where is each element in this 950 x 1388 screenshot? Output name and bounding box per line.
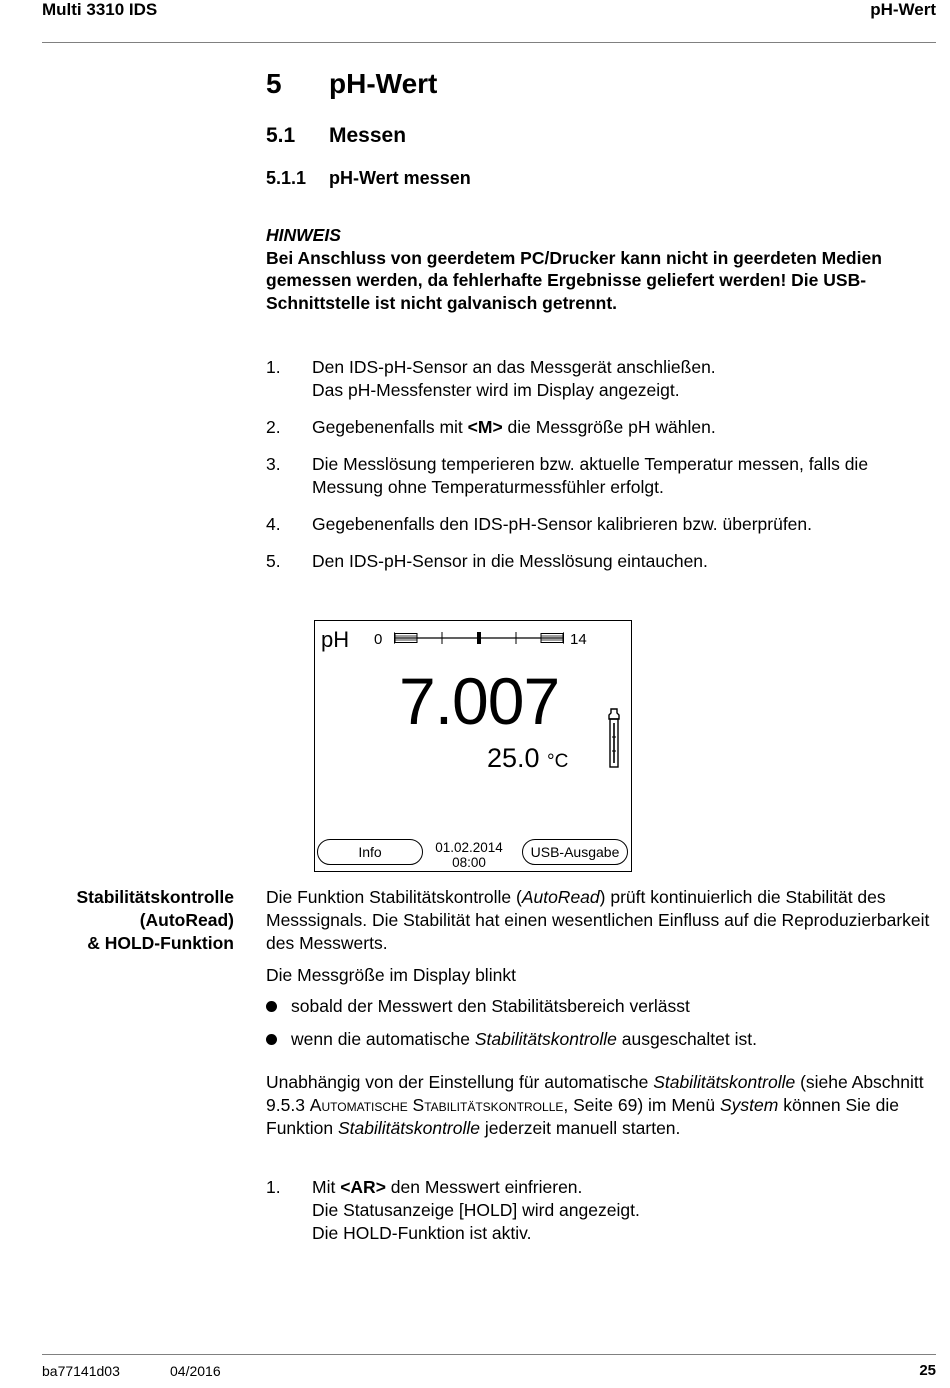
step-text: Gegebenenfalls den IDS-pH-Sensor kalibrieren bzw. überprüfen. (312, 514, 813, 534)
bullet-dot-icon (266, 1034, 277, 1045)
page-number: 25 (919, 1362, 936, 1379)
section-number: 5.1 (266, 124, 296, 147)
manual-start-paragraph: Unabhängig von der Einstellung für automatische Stabilitätskontrolle (siehe Abschnitt 9.5.3 Automatische Stabilitätskontrolle, Seite 69) im Menü System können Sie die Funktion Stabilitätskontrolle jederzeit manuell starten. (266, 1072, 924, 1138)
step-item (266, 550, 906, 573)
step-item (266, 356, 906, 402)
step-text: Gegebenenfalls mit <M> die Messgröße pH wählen. (312, 417, 716, 437)
footer-date: 04/2016 (170, 1363, 221, 1379)
key-label: <M> (467, 417, 503, 437)
usb-output-softkey: USB-Ausgabe (522, 839, 628, 865)
display-datetime (427, 840, 511, 870)
step-result: Die HOLD-Funktion ist aktiv. (312, 1223, 532, 1243)
step-list-hold (266, 1176, 906, 1259)
notice-title: HINWEIS (266, 225, 341, 245)
margin-heading-line: (AutoRead) (139, 910, 234, 930)
step-item (266, 453, 906, 499)
step-result: Die Statusanzeige [HOLD] wird angezeigt. (312, 1200, 640, 1220)
subsection-heading (266, 168, 471, 189)
step-text: Den IDS-pH-Sensor in die Messlösung eintauchen. (312, 551, 708, 571)
header-product: Multi 3310 IDS (42, 0, 158, 19)
display-date: 01.02.2014 (435, 840, 503, 855)
scale-max-label: 14 (570, 631, 587, 648)
margin-heading-line: & HOLD-Funktion (87, 933, 234, 953)
step-number: 4. (266, 514, 281, 534)
section-heading (266, 124, 406, 148)
scale-min-label: 0 (374, 631, 383, 648)
page-header (0, 0, 950, 44)
bullet-dot-icon (266, 1001, 277, 1012)
measured-value: 7.007 (399, 664, 560, 738)
footer-doc-number: ba77141d03 (42, 1363, 120, 1379)
display-time: 08:00 (452, 855, 486, 870)
display-screenshot (314, 620, 632, 872)
ph-scale-bar (394, 631, 564, 645)
margin-heading-line: Stabilitätskontrolle (76, 887, 234, 907)
step-number: 3. (266, 454, 281, 474)
step-text: Den IDS-pH-Sensor an das Messgerät anschließen. (312, 357, 716, 377)
step-result: Das pH-Messfenster wird im Display angezeigt. (312, 380, 680, 400)
step-item (266, 416, 906, 439)
temperature-value: 25.0 (487, 743, 540, 773)
chapter-title: pH-Wert (329, 68, 438, 99)
step-number: 2. (266, 417, 281, 437)
step-number: 1. (266, 357, 281, 377)
bullet-item: wenn die automatische Stabilitätskontrolle ausgeschaltet ist. (266, 1028, 938, 1051)
section-title: Messen (329, 124, 407, 147)
notice-text: Bei Anschluss von geerdetem PC/Drucker kann nicht in geerdeten Medien gemessen werden, da fehlerhafte Ergebnisse geliefert werden! Die USB-Schnittstelle ist nicht galvanisch getrennt. (266, 247, 882, 313)
autoread-description: Die Funktion Stabilitätskontrolle (AutoRead) prüft kontinuierlich die Stabilität des Messsignals. Die Stabilität hat einen wesentlichen Einfluss auf die Reproduzierbarkeit des Messwerts. (266, 887, 930, 953)
blink-intro: Die Messgröße im Display blinkt (266, 965, 516, 985)
subsection-number: 5.1.1 (266, 168, 307, 188)
step-number: 1. (266, 1177, 281, 1197)
bullet-list (266, 995, 938, 1061)
bullet-item: sobald der Messwert den Stabilitätsbereich verlässt (266, 995, 938, 1018)
notice-box (266, 224, 926, 314)
display-parameter: pH (321, 627, 350, 652)
sensor-probe-icon (606, 707, 622, 769)
step-item (266, 1176, 906, 1245)
key-label: <AR> (340, 1177, 386, 1197)
margin-heading (40, 886, 234, 955)
info-softkey: Info (317, 839, 423, 865)
footer-rule (42, 1354, 936, 1355)
chapter-number: 5 (266, 68, 282, 99)
header-rule (42, 42, 936, 43)
scale-marker (477, 632, 481, 644)
subsection-title: pH-Wert messen (329, 168, 471, 188)
step-list-measure (266, 356, 906, 587)
cross-reference[interactable]: Automatische Stabilitätskontrolle (309, 1095, 564, 1115)
step-text: Mit <AR> den Messwert einfrieren. (312, 1177, 583, 1197)
step-text: Die Messlösung temperieren bzw. aktuelle Temperatur messen, falls die Messung ohne Temperaturmessfühler erfolgt. (312, 454, 869, 497)
chapter-heading (266, 68, 437, 100)
temperature-unit: °C (547, 751, 569, 772)
step-item (266, 513, 906, 536)
step-number: 5. (266, 551, 281, 571)
header-chapter: pH-Wert (870, 0, 936, 19)
